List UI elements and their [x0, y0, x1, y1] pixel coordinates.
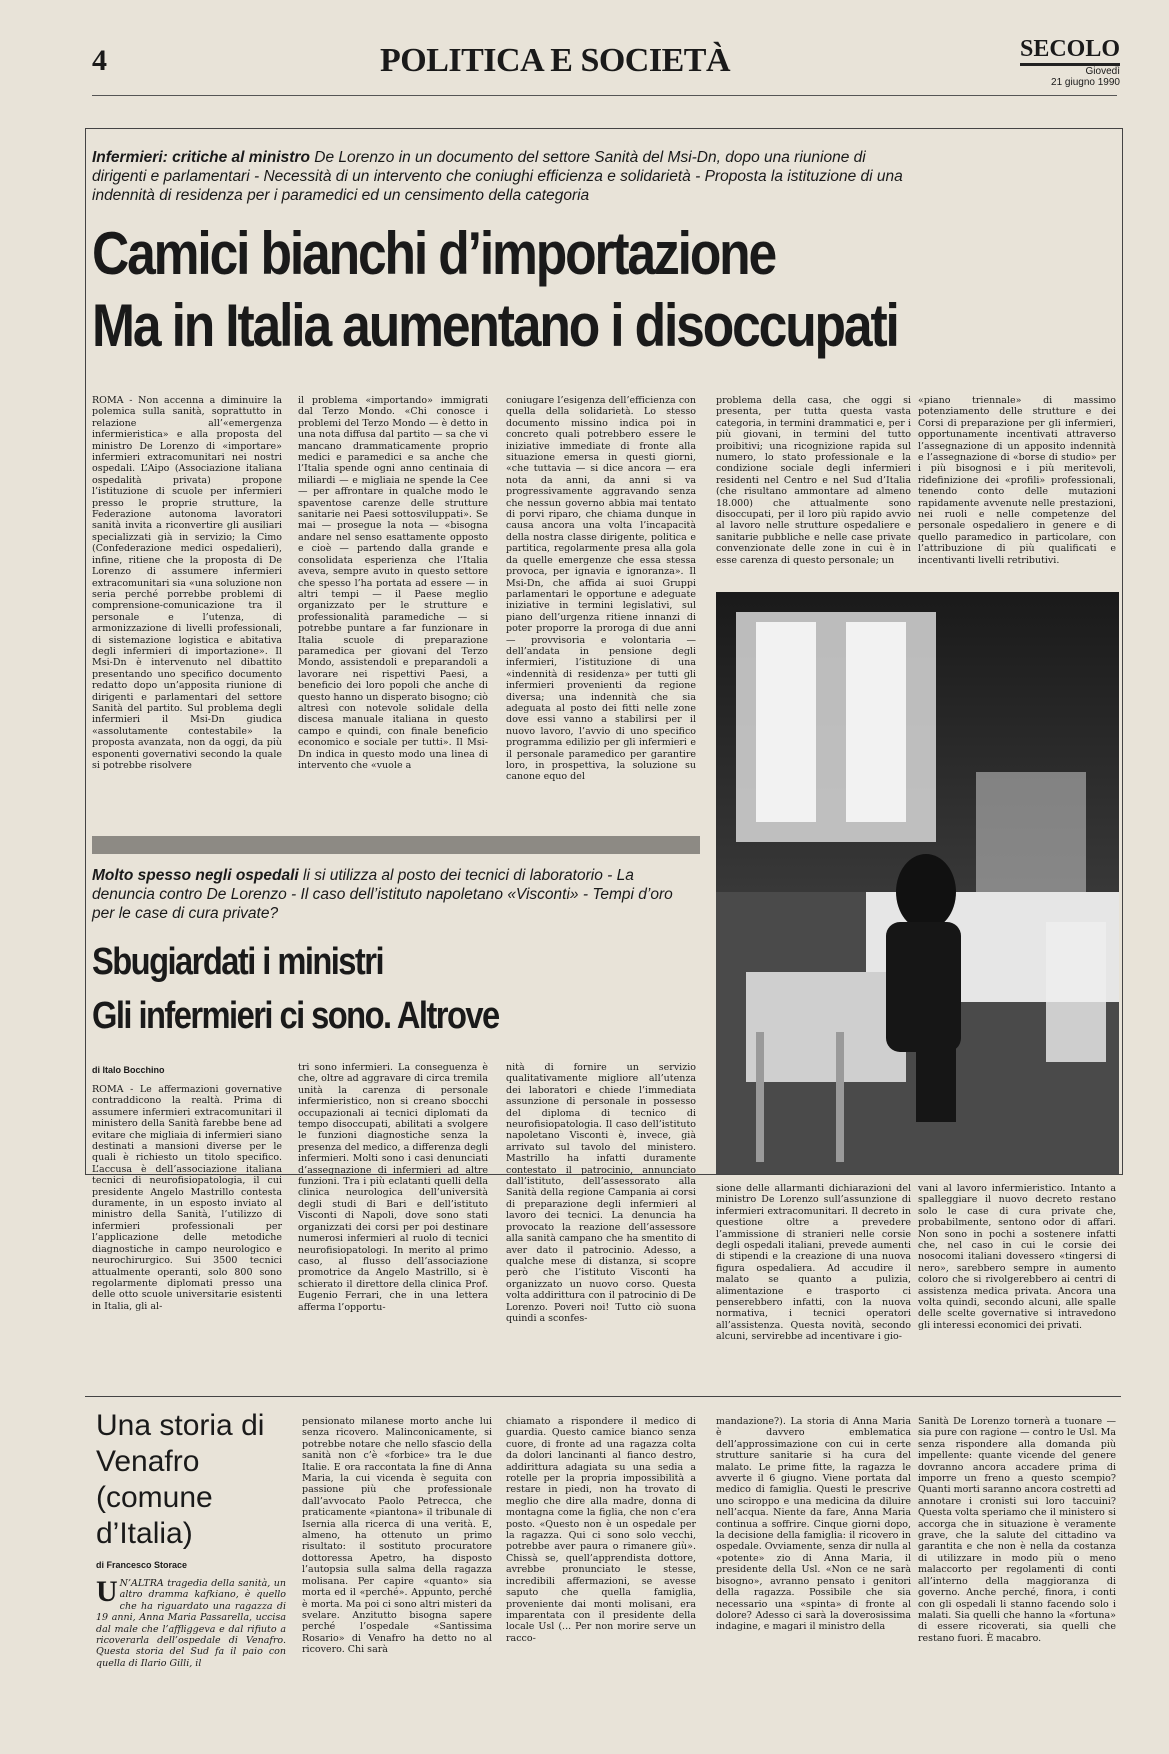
- article1-headline-line2: Ma in Italia aumentano i disoccupati: [92, 292, 898, 359]
- article3-column-1: U N’ALTRA tragedia della sanità, un altro dramma kafkiano, è quello che ha riguardato una ragazza di 19 anni, Anna Maria Passarella, uccisa dal male che l’affliggeva e dal rifiuto a ricoverarla dell’ospedale di Venafro. Questa storia del Sud fa il paio con quella di Ilario Gilli, il: [96, 1578, 286, 1669]
- article2-column-1: ROMA - Le affermazioni governative contraddicono la realtà. Prima di assumere infermieri extracomunitari il ministero della Sanità farebbe bene ad evitare che migliaia di infermieri siano destinati a mansioni diverse per le quali è richiesto un titolo specifico. L’accusa è dell’associazione italiana tecnici di neurofisiopatologia, il cui presidente Angelo Mastrillo contesta duramente, in un esposto inviato al ministro della Sanità, l’utilizzo di infermieri professionali per l’applicazione delle metodiche diagnostiche in campo neurologico e neurochirurgico. Sui 3500 tecnici attualmente operanti, solo 800 sono regolarmente diplomati presso una delle otto scuole universitarie esistenti in Italia, gli al-: [92, 1084, 282, 1312]
- article2-column-2: tri sono infermieri. La conseguenza è che, oltre ad aggravare di circa tremila unità la carenza di personale infermieristico, non si creano sbocchi occupazionali ai tecnici diplomati da tempo disoccupati, abilitati a svolgere le funzioni diagnostiche senza la presenza del medico, a differenza degli infermieri. Molti sono i casi denunciati d’assegnazione di infermieri ad altre funzioni. Tra i più eclatanti quelli della clinica neurologica dell’università degli studi di Bari e dell’istituto Visconti di Napoli, dove sono stati organizzati dei corsi per poi destinare numerosi infermieri al ruolo di tecnici neurofisiopatologi. In merito al primo caso, al flusso dell’associazione promotrice da Angelo Mastrillo, si è schierato il direttore della clinica Prof. Eugenio Ferrari, che in una lettera afferma l’opportu-: [298, 1062, 488, 1313]
- article2-kicker-text: li si utilizza al posto dei tecnici di laboratorio - La denuncia contro De Lorenzo - Il caso dell’istituto napoletano «Visconti» - Tempi d’oro per le case di cura private?: [92, 867, 673, 922]
- article1-kicker-lead: Infermieri: critiche al ministro: [92, 149, 310, 166]
- photo-illustration: [716, 592, 1119, 1174]
- separator-band: [92, 836, 700, 854]
- masthead: [1000, 36, 1120, 88]
- issue-date: 21 giugno 1990: [1051, 77, 1120, 88]
- article3-column-3: chiamato a rispondere il medico di guardia. Questo camice bianco senza cuore, di fronte ad una ragazza colta da dolori lancinanti al fianco destro, addirittura adagiata su una sedia a rotelle per la propria impossibilità a restare in piedi, non ha trovato di meglio che dire alla madre, donna di montagna come la figlia, che non c’era posto. «Questo non è un ospedale per la ragazza. Qui ci sono solo vecchi, potrebbe aver paura o rimanere giù». Chissà se, quell’apprendista dottore, avrebbe pronunciato le stesse, incredibili affermazioni, se avesse saputo che quella famiglia, proveniente dai monti molisani, era imparentata con il presidente della locale Usl (... Per non morire serve un racco-: [506, 1416, 696, 1644]
- article2-kicker: [92, 866, 692, 923]
- hospital-ward-photo: [716, 592, 1119, 1174]
- article3-column-2: pensionato milanese morto anche lui senza ricovero. Malinconicamente, si potrebbe notare che nello sfascio della sanità non c’è «forbice» tra le due Italie. E ora raccontata la fine di Anna Maria, la cui vicenda è seguita con passione più che professionale dall’avvocato Paolo Petrecca, che praticamente «piantona» il tribunale di Isernia alla ricerca di una verità. E, almeno, ha ottenuto un primo risultato: il sostituto procuratore dottoressa Apetro, ha disposto l’autopsia sulla salma della ragazza molisana. Per capire «quanto» sia morta ed il «perché». Appunto, perché è morta. Ma poi ci sono altri misteri da svelare. Anzitutto bisogna sapere perché l’ospedale «Santissima Rosario» di Venafro ha detto no al ricovero. Chi sarà: [302, 1416, 492, 1656]
- article2-headline-line1: Sbugiardati i ministri: [92, 941, 383, 983]
- page-number: 4: [92, 44, 107, 77]
- article2-byline: di Italo Bocchino: [92, 1065, 165, 1075]
- article2-headline-line2: Gli infermieri ci sono. Altrove: [92, 995, 499, 1037]
- article3-column-5: Sanità De Lorenzo tornerà a tuonare — sia pure con ragione — contro le Usl. Ma senza rispondere alla domanda più impellente: quante vicende del genere dovranno ancora accadere prima di imporre un freno a questo scempio? Quanti morti saranno ancora costretti ad annotare i cronisti sui loro taccuini? Questa volta speriamo che il ministero si accorga che in situazione è veramente grave, che la salute del cittadino va garantita e che non è nella da costanza di utilizzare in modo più o meno malaccorto per regolamenti di conti all’interno della maggioranza di governo. Anche perché, finora, i conti con gli ospedali li stanno facendo solo i malati. Sia quelli che hanno la «fortuna» di essere ricoverati, sia quelli che restano fuori. È macabro.: [918, 1416, 1116, 1644]
- issue-day: Giovedì: [1085, 66, 1120, 77]
- article2-column-4: sione delle allarmanti dichiarazioni del ministro De Lorenzo sull’assunzione di infermieri extracomunitari. Il decreto in questione oltre a prevedere l’ammissione di stranieri nelle corsie degli ospedali italiani, prevede aumenti di stipendi e la creazione di una nuova figura ospedaliera. Ad accudire il malato se quanto a pulizia, alimentazione e trasporto ci penserebbero infatti, con la nuova normativa, i tecnici operatori all’assistenza. Questa novità, secondo alcuni, servirebbe ad incentivare i gio-: [716, 1183, 911, 1343]
- article2-kicker-lead: Molto spesso negli ospedali: [92, 867, 299, 884]
- article1-column-2: il problema «importando» immigrati dal Terzo Mondo. «Chi conosce i problemi del Terzo Mondo — è detto in una nota diffusa dal partito — sa che vi mancano drammaticamente proprio medici e paramedici e sa anche che l’Italia spende ogni anno centinaia di miliardi — e migliaia ne spende la Cee — per affrontare in qualche modo le spaventose carenze delle strutture sanitarie nei Paesi sottosviluppati». Se mai — prosegue la nota — «bisogna andare nel senso esattamente opposto e cioè — partendo dalla grande e consolidata esperienza che l’Italia aveva, sempre avuto in questo settore che spesso l’ha portata ad essere — in altri tempi — il Paese meglio organizzato per le strutture e professionalità paramediche — si potrebbe puntare a far funzionare in Italia scuole di preparazione paramedica per giovani del Terzo Mondo, assistendoli e preparandoli a lavorare nei rispettivi Paesi, a beneficio dei loro popoli che anche di questo hanno un disperato bisogno; ciò altresì con notevole solidale della discesa manuale italiana in questo campo e quindi, con finale beneficio economico e sociale per tutti». Il Msi-Dn indica in questo modo una linea di intervento che «vuole a: [298, 395, 488, 771]
- article1-kicker-text: De Lorenzo in un documento del settore Sanità del Msi-Dn, dopo una riunione di dirigenti e parlamentari - Necessità di un intervento che coniughi efficienza e solidarietà - Proposta la istituzione di una indennità di residenza per i paramedici ed un censimento della categoria: [92, 149, 903, 204]
- article1-column-3: coniugare l’esigenza dell’efficienza con quella della solidarietà. Lo stesso documento missino indica poi in concreto quali potrebbero essere le iniziative immediate di fronte alla situazione emersa in questi giorni, «che tuttavia — si dice ancora — era nota da anni, da anni si va progressivamente aggravando senza che nessun governo abbia mai tentato di porvi riparo, che chiama dunque in causa ancora una volta l’incapacità della nostra classe dirigente, politica e partitica, regolarmente presa alla gola da quelle emergenze che essa stessa provoca, per ignavia e ignoranza». Il Msi-Dn, che affida ai suoi Gruppi parlamentari le opportune e adeguate iniziative in termini legislativi, sul piano dell’urgenza ritiene innanzi di poter proporre la proroga di due anni — provvisoria e volontaria — dell’andata in pensione degli infermieri, l’istituzione di una «indennità di residenza» per tutti gli infermieri provenienti da regione diversa; una indennità che sia adeguata al posto dei fitti nelle zone dove essi vanno a stabilirsi per il nuovo lavoro, l’avvio di uno specifico programma edilizio per gli infermieri e il personale paramedico per garantire loro, in prospettiva, la soluzione su canone equo del: [506, 395, 696, 783]
- article1-kicker: [92, 148, 922, 205]
- article3-headline: Una storia di Venafro (comune d’Italia): [96, 1409, 265, 1550]
- article3-byline: di Francesco Storace: [96, 1560, 188, 1570]
- article2-column-3: nità di fornire un servizio qualitativamente migliore all’utenza dei laboratori e chiede l’immediata assunzione di personale in possesso del diploma di tecnico di neurofisiopatologia. Il caso dell’istituto napoletano Visconti è, invece, già arrivato sul tavolo del ministero. Mastrillo ha infatti duramente contestato il patrocinio, annunciato dall’istituto, dell’assessorato alla Sanità della regione Campania ai corsi di preparazione degli infermieri al lavoro dei tecnici. La denuncia ha provocato la reazione dell’assessore alla sanità campano che ha smentito di aver dato il patrocinio. Adesso, a qualche mese di distanza, si scopre però che l’istituto Visconti ha organizzato un nuovo corso. Questa volta addirittura con il patrocinio di De Lorenzo. Poveri noi! Tutto ciò suona quindi a sconfes-: [506, 1062, 696, 1324]
- article1-column-5: «piano triennale» di massimo potenziamento delle strutture e dei Corsi di preparazione per gli infermieri, opportunamente incentivati attraverso l’assegnazione di un apposito indennità e l’assegnazione di «borse di studio» per i più bisognosi e i più meritevoli, ridefinizione dei «profili» professionali, tenendo conto delle mutazioni rapidamente avvenute nelle prestazioni, nei ruoli e nelle competenze del personale ospedaliero in genere e di quello paramedico in particolare, con l’attribuzione di più qualificati e incentivanti livelli retributivi.: [918, 395, 1116, 566]
- article2-column-5: vani al lavoro infermieristico. Intanto a spalleggiare il nuovo decreto restano solo le case di cura private che, probabilmente, sentono odor di affari. Non sono in pochi a sostenere infatti che, nel caso in cui le corsie dei nosocomi italiani dovessero «tingersi di nero», sarebbero sempre in aumento coloro che si rivolgerebbero ai centri di assistenza medica privata. Ancora una volta quindi, secondo alcuni, alle spalle delle scelte governative si intravedono gli interessi economici dei privati.: [918, 1183, 1116, 1331]
- article3-dropcap: U: [96, 1578, 118, 1608]
- masthead-logo: SECOLO: [1020, 36, 1120, 66]
- article3-rule: [85, 1396, 1121, 1397]
- section-title: POLITICA E SOCIETÀ: [380, 42, 730, 79]
- header-rule: [92, 95, 1117, 96]
- article3-column-4: mandazione?). La storia di Anna Maria è davvero emblematica dell’approssimazione con cui in certe strutture sanitarie si ha cura del malato. Le prime fitte, la ragazza le avverte il 6 giugno. Viene portata dal medico di famiglia. Questi le prescrive uno sciroppo e una medicina da diluire nell’acqua. Niente da fare, Anna Maria continua a soffrire. Cinque giorni dopo, la decisione della famiglia: il ricovero in ospedale. Ovviamente, senza dir nulla al «potente» zio di Anna Maria, il presidente della Usl. «Non ce ne sarà bisogno», avranno pensato i genitori della ragazza. Possibile che sia necessario una «spinta» di fronte al dolore? Adesso ci sarà la doverosissima indagine, e magari il ministro della: [716, 1416, 911, 1633]
- article1-column-4: problema della casa, che oggi si presenta, per tutta questa vasta categoria, in termini drammatici e, per i più giovani, in termini del tutto proibitivi; una ricognizione rapida sul numero, lo stato professionale e la condizione sociale degli infermieri residenti nel Centro e nel Sud d’Italia (che risultano ammontare ad almeno 18.000) che attualmente sono disoccupati, per il loro più rapido avvio al lavoro nelle strutture ospedaliere e sanitarie pubbliche e nelle case private convenzionate delle zone in cui è in esse carenza di questo personale; un: [716, 395, 911, 566]
- article1-headline-line1: Camici bianchi d’importazione: [92, 220, 776, 287]
- article1-column-1: ROMA - Non accenna a diminuire la polemica sulla sanità, soprattutto in relazione all’«emergenza infermieristica» e alla proposta del ministro De Lorenzo di «importare» infermieri extracomunitari nei nostri ospedali. L’Aipo (Associazione italiana ospedalità privata) propone l’istituzione di scuole per infermieri presso le proprie strutture, la Federazione autonoma lavoratori sanità invita a riconvertire gli ausiliari specializzati già in servizio; la Cimo (Confederazione medici ospedalieri), infine, ritiene che la proposta di De Lorenzo di assumere infermieri extracomunitari sia «una soluzione non seria perché porrebbe problemi di comprensione-comunicazione tra il personale e l’utenza, di armonizzazione di livelli professionali, di sistemazione logistica e abitativa degli infermieri di importazione». Il Msi-Dn è intervenuto nel dibattito presentando uno specifico documento redatto dopo un’apposita riunione di dirigenti e parlamentari del settore Sanità del partito. Sul problema degli infermieri il Msi-Dn giudica «assolutamente contestabile» la proposta avanzata, non da oggi, da più esponenti governativi secondo la quale si potrebbe risolvere: [92, 395, 282, 771]
